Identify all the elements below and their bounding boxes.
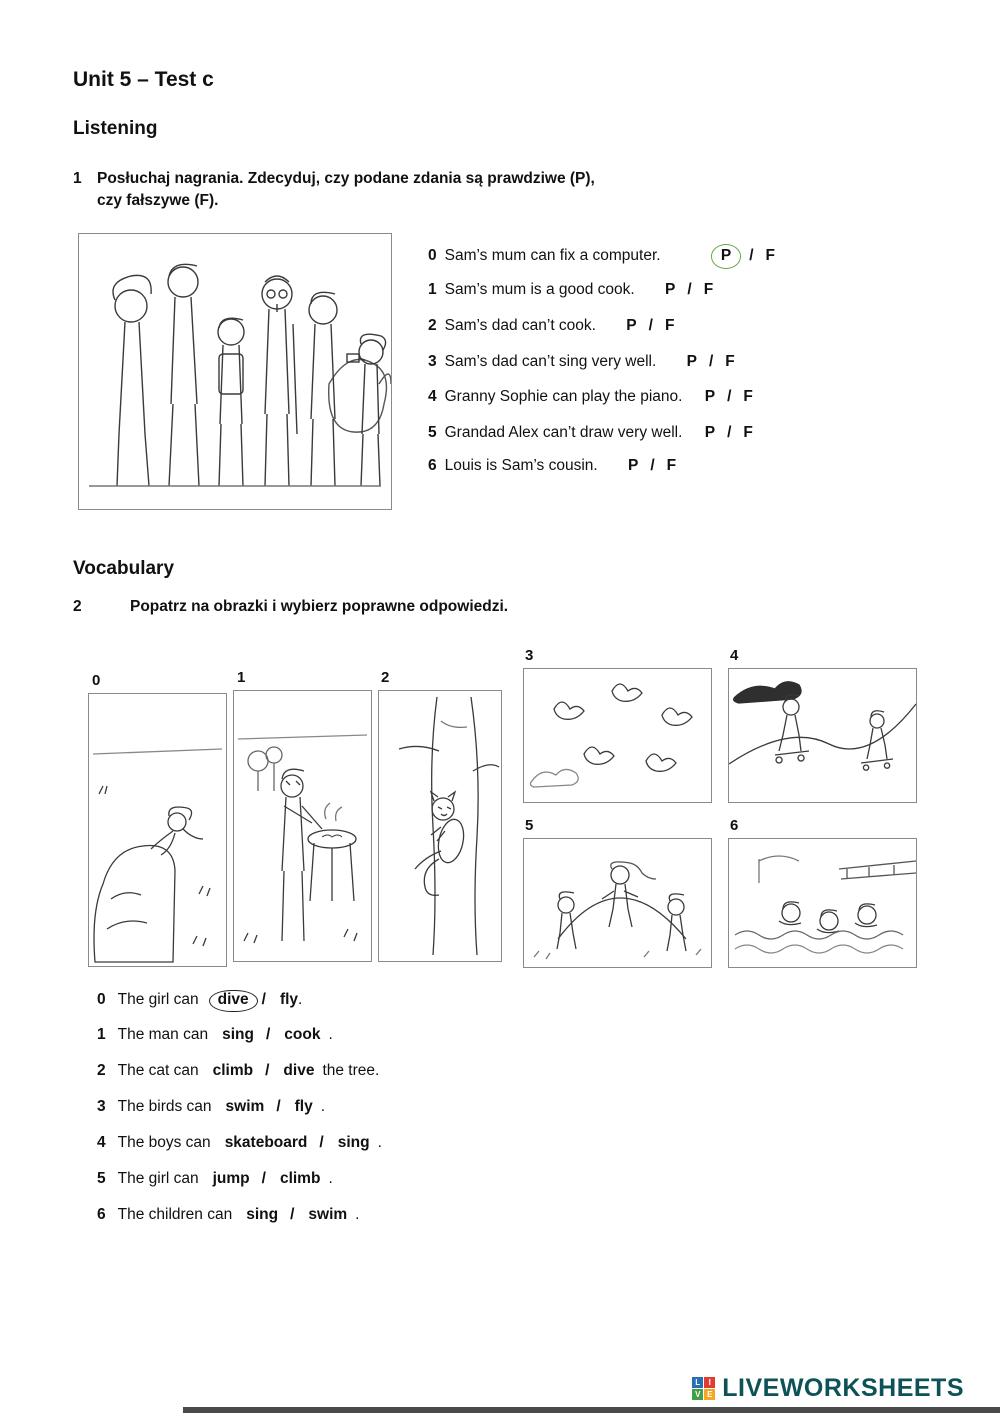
listening-item [428, 317, 674, 335]
exercise-1-instructions [73, 168, 793, 212]
pf-slash: / [727, 424, 732, 441]
option-slash: / [265, 1062, 270, 1079]
sentence-start: The birds can [117, 1098, 212, 1115]
option-1[interactable]: sing [222, 1026, 254, 1043]
sentence-start: The children can [117, 1206, 233, 1223]
option-2[interactable]: swim [308, 1206, 348, 1223]
instruction-line-2: czy fałszywe (F). [97, 192, 219, 209]
option-1-circled[interactable]: dive [209, 990, 258, 1012]
option-1[interactable]: climb [212, 1062, 254, 1079]
listening-item [428, 244, 775, 269]
pf-slash: / [687, 281, 692, 298]
item-number: 6 [97, 1206, 106, 1223]
cat-climbing-tree-illustration [378, 690, 502, 962]
answer-p-circled[interactable]: P [711, 244, 741, 269]
statement-text: Sam’s dad can’t sing very well. [444, 353, 657, 370]
answer-p[interactable]: P [704, 388, 716, 405]
sentence-start: The girl can [117, 1170, 199, 1187]
logo-tile-v: V [692, 1389, 703, 1400]
option-1[interactable]: jump [212, 1170, 250, 1187]
liveworksheets-logo-icon [692, 1377, 715, 1400]
answer-f[interactable]: F [743, 424, 753, 441]
exercise-1-instruction-text [97, 168, 595, 212]
option-2[interactable]: climb [279, 1170, 321, 1187]
sentence-end: . [355, 1206, 360, 1223]
item-number: 2 [97, 1062, 106, 1079]
option-1[interactable]: swim [225, 1098, 265, 1115]
listening-item [428, 353, 735, 371]
sentence-start: The girl can [117, 991, 199, 1008]
item-number: 5 [97, 1170, 106, 1187]
option-2[interactable]: fly [294, 1098, 313, 1115]
sentence-start: The cat can [117, 1062, 199, 1079]
answer-p[interactable]: P [628, 457, 639, 474]
answer-f[interactable]: F [666, 457, 677, 474]
item-number: 4 [97, 1134, 106, 1151]
option-1[interactable]: skateboard [224, 1134, 308, 1151]
vocabulary-item [97, 1206, 359, 1224]
item-number: 4 [428, 388, 437, 405]
answer-f[interactable]: F [765, 247, 775, 264]
girl-diving-illustration [88, 693, 227, 967]
sentence-end: . [328, 1026, 333, 1043]
answer-p[interactable]: P [686, 353, 697, 370]
option-slash: / [261, 1170, 266, 1187]
answer-f[interactable]: F [725, 353, 735, 370]
answer-f[interactable]: F [664, 317, 675, 334]
statement-text: Sam’s mum can fix a computer. [444, 247, 661, 264]
picture-label-4: 4 [730, 647, 739, 664]
page-title: Unit 5 – Test c [73, 68, 214, 91]
option-2[interactable]: fly [279, 991, 299, 1008]
answer-p[interactable]: P [704, 424, 716, 441]
listening-item [428, 388, 753, 406]
pf-slash: / [727, 388, 732, 405]
vocabulary-heading: Vocabulary [73, 558, 175, 579]
sentence-end: . [328, 1170, 333, 1187]
item-number: 3 [97, 1098, 106, 1115]
listening-heading: Listening [73, 118, 158, 139]
exercise-number: 1 [73, 170, 82, 187]
answer-f[interactable]: F [743, 388, 753, 405]
sentence-start: The man can [117, 1026, 209, 1043]
answer-p[interactable]: P [665, 281, 676, 298]
answer-f[interactable]: F [703, 281, 714, 298]
liveworksheets-logo [692, 1374, 964, 1403]
vocabulary-item [97, 990, 302, 1012]
item-number: 5 [428, 424, 437, 441]
item-number: 0 [97, 991, 106, 1008]
option-2[interactable]: dive [283, 1062, 315, 1079]
pf-slash: / [650, 457, 655, 474]
answer-p[interactable]: P [626, 317, 637, 334]
logo-tile-l: L [692, 1377, 703, 1388]
vocabulary-item [97, 1026, 333, 1044]
item-number: 3 [428, 353, 437, 370]
sentence-end: the tree. [322, 1062, 380, 1079]
statement-text: Sam’s dad can’t cook. [444, 317, 596, 334]
option-2[interactable]: sing [337, 1134, 370, 1151]
exercise-2-instructions [73, 596, 793, 618]
option-slash: / [319, 1134, 324, 1151]
sentence-end: . [298, 991, 303, 1008]
family-sketch [79, 234, 391, 509]
picture-label-2: 2 [381, 669, 390, 686]
item-number: 2 [428, 317, 437, 334]
vocabulary-item [97, 1170, 333, 1188]
item-number: 1 [428, 281, 437, 298]
option-1[interactable]: sing [246, 1206, 279, 1223]
children-swimming-illustration [728, 838, 917, 968]
option-slash: / [261, 991, 266, 1008]
sentence-start: The boys can [117, 1134, 211, 1151]
boys-skateboarding-illustration [728, 668, 917, 803]
pf-slash: / [708, 353, 714, 370]
instruction-line-1: Posłuchaj nagrania. Zdecyduj, czy podane zdania są prawdziwe (P), [97, 170, 595, 187]
vocabulary-item [97, 1098, 325, 1116]
family-group-illustration [78, 233, 392, 510]
listening-item [428, 457, 676, 475]
statement-text: Sam’s mum is a good cook. [444, 281, 635, 298]
statement-text: Grandad Alex can’t draw very well. [444, 424, 683, 441]
man-cooking-bbq-illustration [233, 690, 372, 962]
sentence-end: . [320, 1098, 326, 1115]
listening-item [428, 281, 713, 299]
pf-slash: / [648, 317, 653, 334]
birds-flying-illustration [523, 668, 712, 803]
item-number: 1 [97, 1026, 106, 1043]
item-number: 0 [428, 247, 437, 264]
listening-item [428, 424, 753, 442]
logo-tile-i: I [704, 1377, 715, 1388]
sentence-end: . [377, 1134, 382, 1151]
option-2[interactable]: cook [284, 1026, 321, 1043]
vocabulary-item [97, 1134, 382, 1152]
statement-text: Louis is Sam’s cousin. [444, 457, 598, 474]
option-slash: / [276, 1098, 281, 1115]
picture-label-1: 1 [237, 669, 246, 686]
girls-jumping-rope-illustration [523, 838, 712, 968]
page-edge-strip [183, 1407, 1000, 1413]
exercise-number: 2 [73, 598, 82, 615]
vocabulary-item [97, 1062, 379, 1080]
liveworksheets-logo-text: LIVEWORKSHEETS [722, 1374, 964, 1402]
option-slash: / [290, 1206, 295, 1223]
picture-label-5: 5 [525, 817, 534, 834]
item-number: 6 [428, 457, 437, 474]
pf-slash: / [749, 247, 754, 264]
picture-label-6: 6 [730, 817, 739, 834]
picture-label-3: 3 [525, 647, 534, 664]
statement-text: Granny Sophie can play the piano. [444, 388, 683, 405]
option-slash: / [265, 1026, 271, 1043]
picture-label-0: 0 [92, 672, 101, 689]
logo-tile-e: E [704, 1389, 715, 1400]
exercise-2-instruction-text: Popatrz na obrazki i wybierz poprawne odpowiedzi. [130, 598, 509, 615]
